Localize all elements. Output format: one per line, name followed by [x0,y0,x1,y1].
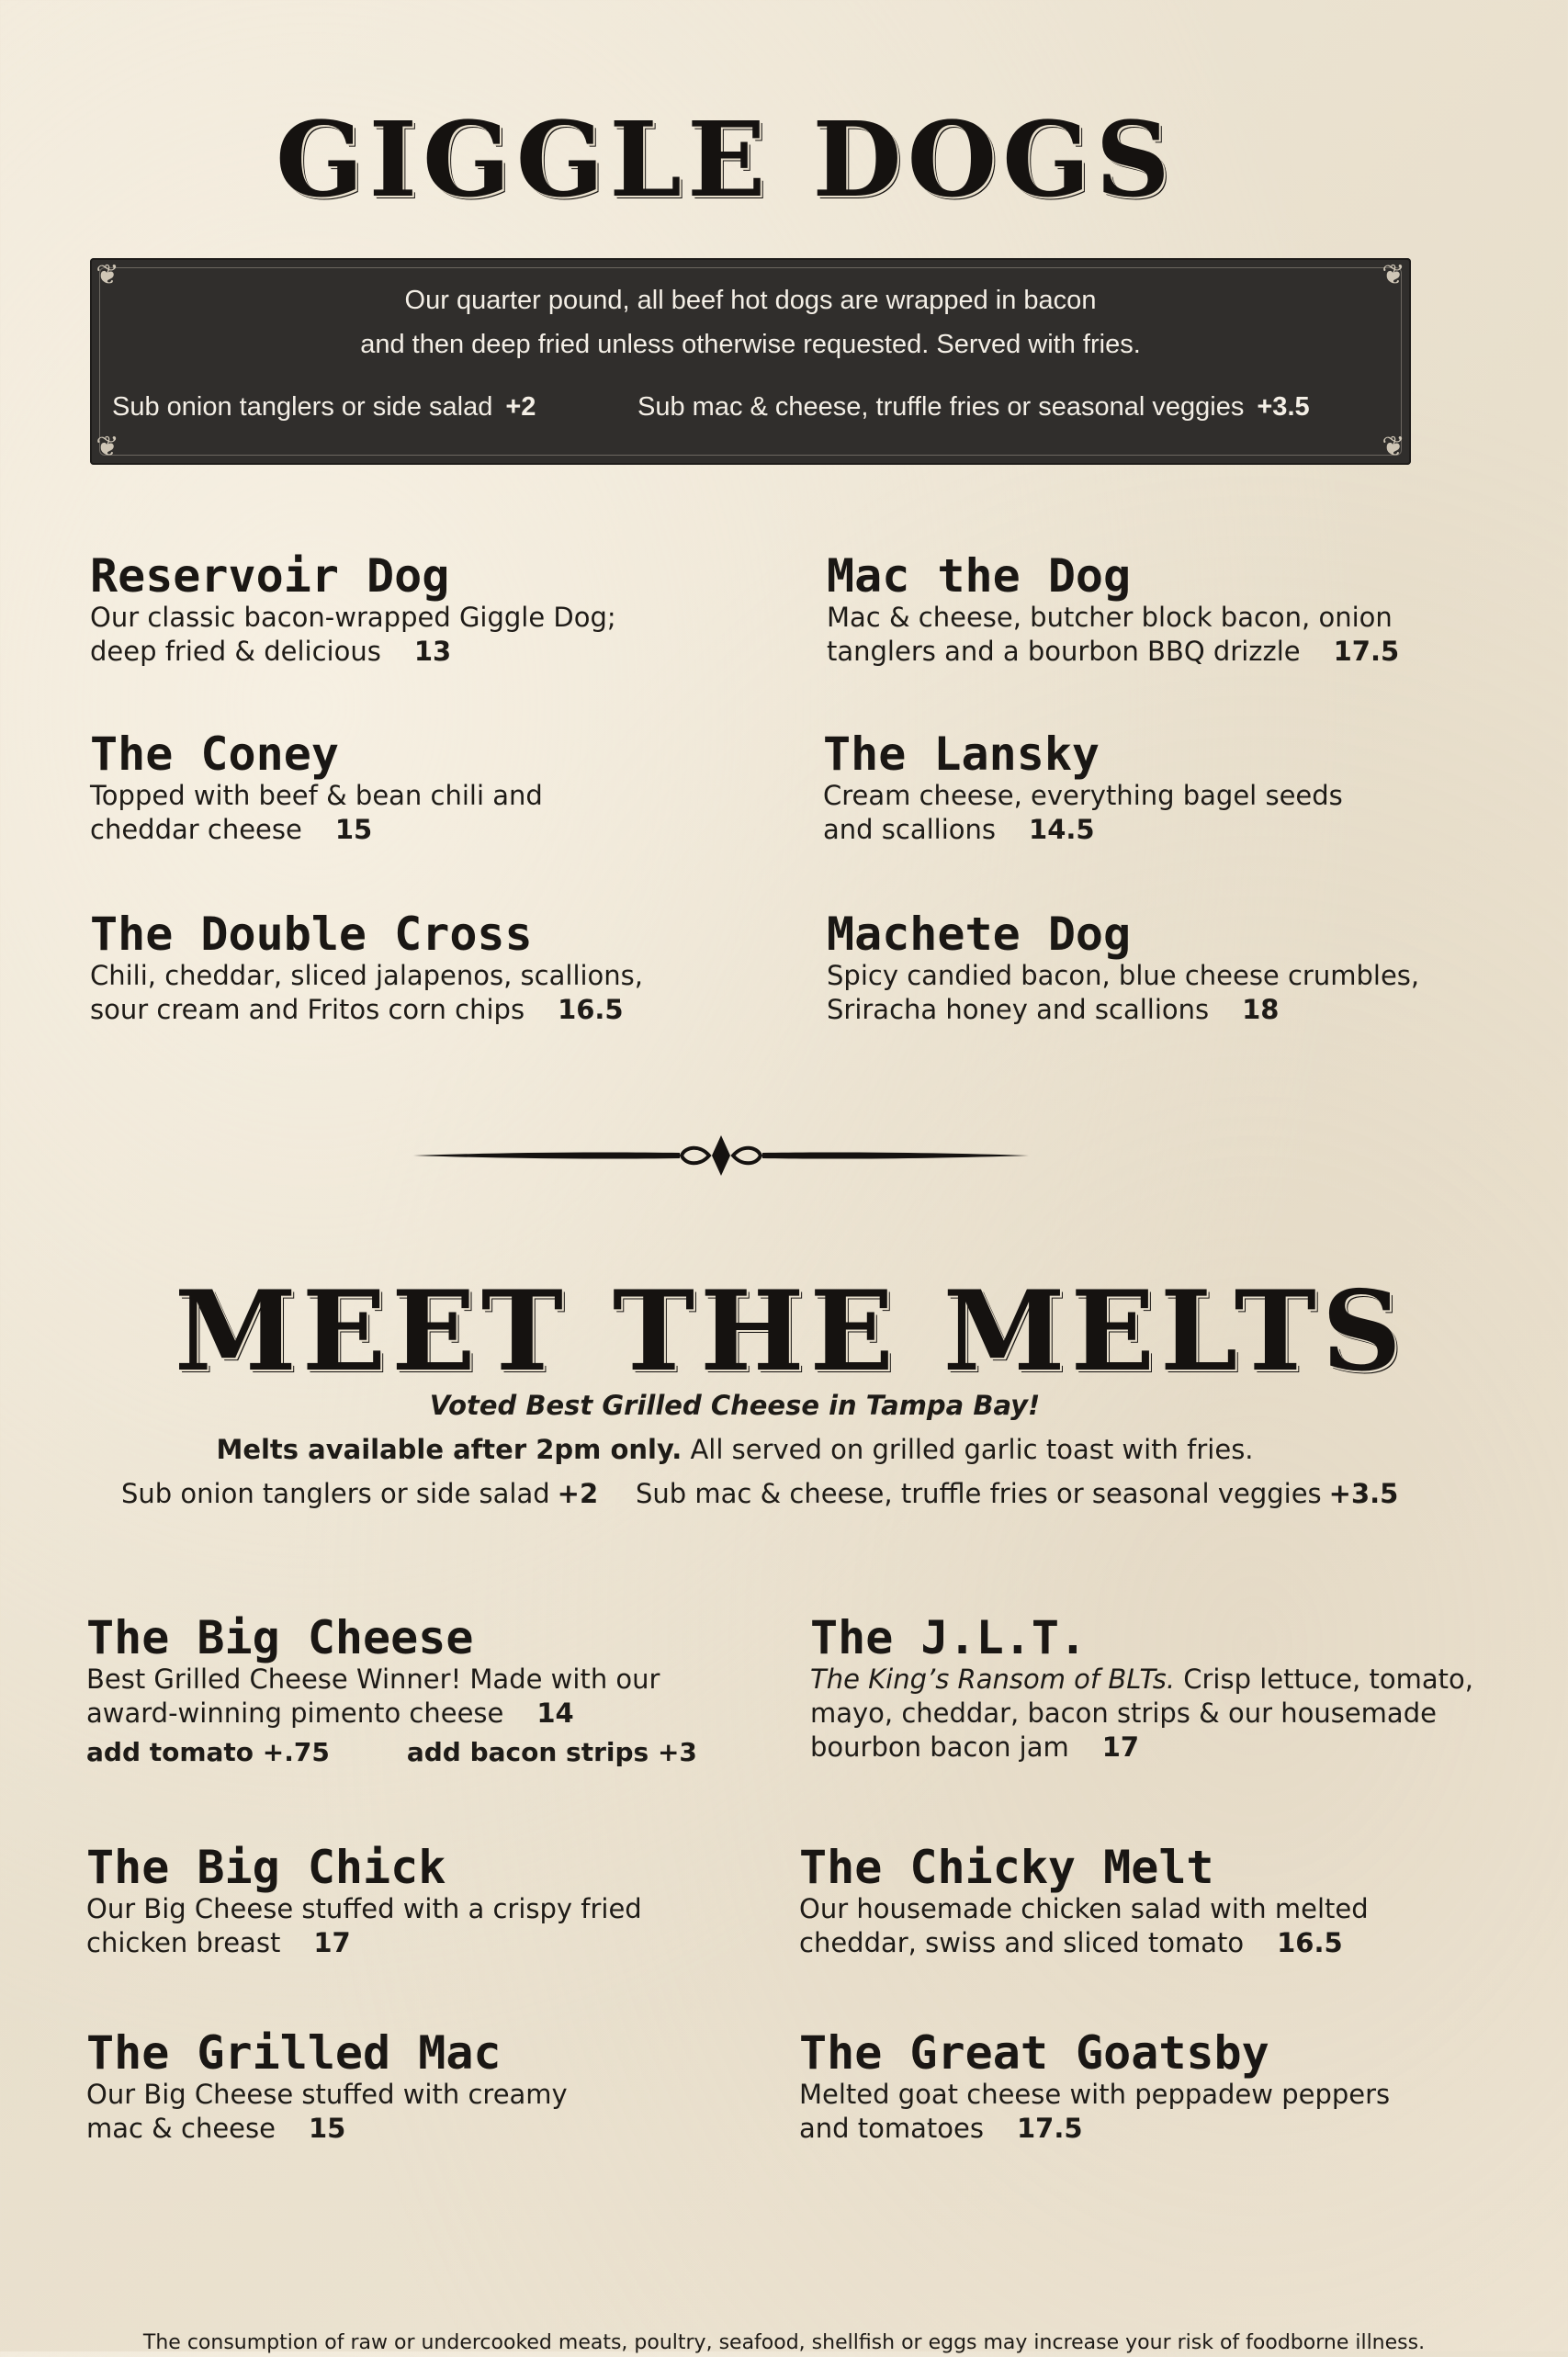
item-description: Best Grilled Cheese Winner! Made with our [86,1663,660,1695]
item-tagline: The King’s Ransom of BLTs. [810,1663,1176,1695]
item-price: 17.5 [1016,2113,1083,2144]
item-description: tanglers and a bourbon BBQ drizzle [827,636,1301,667]
menu-item [827,551,1488,669]
item-price: 14.5 [1029,814,1095,845]
food-safety-disclaimer: The consumption of raw or undercooked meats, poultry, seafood, shellfish or eggs may increase your risk of foodborne illness. [142,2331,1426,2354]
ornamental-divider-icon [413,1130,1029,1181]
substitution-price: +3.5 [1257,392,1310,422]
corner-flourish-icon: ❦ [96,431,119,463]
menu-item [799,1843,1461,1960]
melts-substitution [121,1475,598,1512]
item-price: 17 [1101,1731,1140,1763]
item-price: 17 [313,1927,351,1958]
melts-substitution [636,1475,1398,1512]
item-description: Our classic bacon-wrapped Giggle Dog; [90,602,616,633]
info-banner [90,258,1411,465]
item-name: Reservoir Dog [90,549,450,603]
item-name: The Big Chick [86,1841,446,1894]
item-description: Spicy candied bacon, blue cheese crumbles, [827,960,1420,991]
availability-rest: All served on grilled garlic toast with fries. [682,1434,1254,1465]
page-title: GIGGLE DOGS [276,100,1176,220]
item-description: bourbon bacon jam [810,1731,1069,1763]
item-name: The Chicky Melt [799,1841,1214,1894]
addon-bacon: add bacon strips +3 [406,1737,697,1767]
item-description: mac & cheese [86,2113,276,2144]
item-description: Chili, cheddar, sliced jalapenos, scallions, [90,960,644,991]
availability-note [0,1431,1470,1468]
item-price: 16.5 [1277,1927,1343,1958]
item-price: 17.5 [1333,636,1400,667]
item-addons [86,1734,748,1771]
addon-tomato: add tomato +.75 [86,1737,330,1767]
menu-item [90,551,751,669]
corner-flourish-icon: ❦ [1382,259,1405,291]
menu-item [86,1613,748,1771]
item-price: 18 [1242,994,1280,1025]
item-description: sour cream and Fritos corn chips [90,994,525,1025]
banner-description-line: Our quarter pound, all beef hot dogs are wrapped in bacon [404,286,1097,315]
item-description: Our Big Cheese stuffed with creamy [86,2079,568,2110]
item-name: The Big Cheese [86,1611,474,1664]
menu-item [90,729,751,847]
substitution-label: Sub mac & cheese, truffle fries or seasonal veggies [636,1478,1322,1509]
menu-item [799,2028,1461,2146]
item-description: and scallions [823,814,997,845]
item-description: Our housemade chicken salad with melted [799,1893,1369,1924]
item-description: Our Big Cheese stuffed with a crispy fried [86,1893,642,1924]
item-description: Cream cheese, everything bagel seeds [823,780,1343,811]
item-name: Mac the Dog [827,549,1132,603]
item-description: Crisp lettuce, tomato, [1175,1663,1473,1695]
item-price: 15 [308,2113,346,2144]
item-description: deep fried & delicious [90,636,381,667]
item-price: 16.5 [558,994,624,1025]
substitution-label: Sub onion tanglers or side salad [112,392,493,422]
item-description: mayo, cheddar, bacon strips & our housemade [810,1697,1437,1729]
substitution-label: Sub onion tanglers or side salad [121,1478,550,1509]
item-name: Machete Dog [827,908,1132,961]
availability-bold: Melts available after 2pm only. [216,1434,682,1465]
item-description: Melted goat cheese with peppadew peppers [799,2079,1391,2110]
item-name: The Double Cross [90,908,533,961]
item-description: and tomatoes [799,2113,984,2144]
item-description: Sriracha honey and scallions [827,994,1210,1025]
item-price: 15 [334,814,373,845]
menu-item [823,729,1484,847]
menu-item [86,1843,748,1960]
substitution-price: +2 [557,1478,599,1509]
item-description: cheddar cheese [90,814,302,845]
item-price: 14 [536,1697,574,1729]
menu-item [90,909,751,1027]
item-name: The J.L.T. [810,1611,1088,1664]
substitution-label: Sub mac & cheese, truffle fries or seasonal veggies [637,392,1245,422]
substitution-price: +2 [505,392,536,422]
item-description: cheddar, swiss and sliced tomato [799,1927,1245,1958]
menu-item [827,909,1488,1027]
item-name: The Lansky [823,727,1100,781]
section-title: MEET THE MELTS [175,1267,1407,1396]
menu-item [810,1613,1472,1765]
item-description: Mac & cheese, butcher block bacon, onion [827,602,1393,633]
substitution-price: +3.5 [1328,1478,1399,1509]
item-description: award-winning pimento cheese [86,1697,504,1729]
item-name: The Grilled Mac [86,2026,502,2080]
item-description: Topped with beef & bean chili and [90,780,543,811]
corner-flourish-icon: ❦ [96,259,119,291]
item-name: The Coney [90,727,339,781]
menu-item [86,2028,748,2146]
banner-substitution [112,389,536,425]
item-price: 13 [413,636,452,667]
item-description: chicken breast [86,1927,281,1958]
item-name: The Great Goatsby [799,2026,1269,2080]
banner-substitution [637,389,1310,425]
corner-flourish-icon: ❦ [1382,431,1405,463]
award-tagline: Voted Best Grilled Cheese in Tampa Bay! [429,1390,1041,1421]
banner-description-line: and then deep fried unless otherwise requested. Served with fries. [360,330,1141,359]
